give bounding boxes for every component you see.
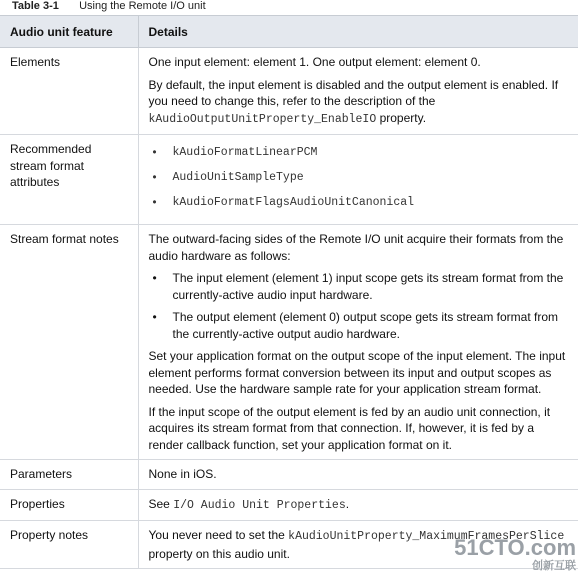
elements-note-end: property. [376, 110, 427, 125]
list-item: • kAudioFormatFlagsAudioUnitCanonical [149, 195, 571, 220]
remote-io-table [0, 15, 578, 569]
row-details [138, 48, 578, 135]
list-item: • The input element (element 1) input scope gets its stream format from the currently-active audio input hardware. [149, 270, 571, 303]
table-row-parameters [0, 460, 578, 490]
stream-notes-paragraph: If the input scope of the output element is fed by an audio unit connection, it acquires its stream format from that connection. If, however, it is fed by a render callback function, set your application format on it. [148, 404, 551, 452]
stream-notes-list [149, 270, 571, 342]
table-number: Table 3-1 [12, 0, 59, 12]
enable-io-property: kAudioOutputUnitProperty_EnableIO [148, 112, 377, 126]
row-label: Properties [0, 489, 138, 521]
list-item: • AudioUnitSampleType [149, 170, 571, 195]
row-details [138, 135, 578, 225]
elements-note [149, 77, 571, 129]
row-label: Parameters [0, 460, 138, 490]
table-row-properties [0, 489, 578, 521]
table-row-stream-notes [0, 225, 578, 460]
list-item: • The output element (element 0) output scope gets its stream format from the currently-active output audio hardware. [149, 309, 571, 342]
format-attribute-list [149, 145, 571, 220]
header-details: Details [138, 16, 578, 48]
row-details [138, 489, 578, 521]
elements-summary: One input element: element 1. One output element: element 0. [148, 55, 481, 69]
stream-notes-paragraph: Set your application format on the output scope of the input element. The input element performs format conversion between its input and output scopes as needed. Use the hardware sample rate for your application stream format. [148, 349, 566, 396]
property-notes-prefix: You never need to set the [148, 528, 289, 542]
properties-prefix: See [148, 496, 174, 511]
table-title: Using the Remote I/O unit [79, 0, 206, 12]
row-label: Recommended stream format attributes [0, 135, 138, 225]
row-label: Stream format notes [0, 225, 138, 460]
row-details: None in iOS. [138, 460, 578, 490]
row-label: Elements [0, 48, 138, 135]
row-details [138, 225, 578, 460]
watermark-brand: 创新互联 [532, 560, 576, 572]
table-header-row [0, 16, 578, 48]
header-feature: Audio unit feature [0, 16, 138, 48]
table-caption [12, 0, 206, 14]
table-row-elements [0, 48, 578, 135]
max-frames-property: kAudioUnitProperty_MaximumFramesPerSlice [288, 530, 565, 543]
stream-notes-intro: The outward-facing sides of the Remote I/O unit acquire their formats from the audio hardware as follows: [148, 232, 564, 263]
elements-note-text: By default, the input element is disabled and the output element is enabled. If you need to change this, refer to the description of the [148, 77, 559, 108]
list-item: • kAudioFormatLinearPCM [149, 145, 571, 170]
property-notes-suffix: property on this audio unit. [148, 546, 290, 561]
properties-suffix: . [345, 496, 350, 511]
watermark [454, 537, 576, 572]
table-row-recommended [0, 135, 578, 225]
watermark-site: 51CTO.com [454, 535, 576, 560]
row-label: Property notes [0, 521, 138, 569]
io-audio-unit-properties-link[interactable]: I/O Audio Unit Properties [173, 498, 346, 512]
